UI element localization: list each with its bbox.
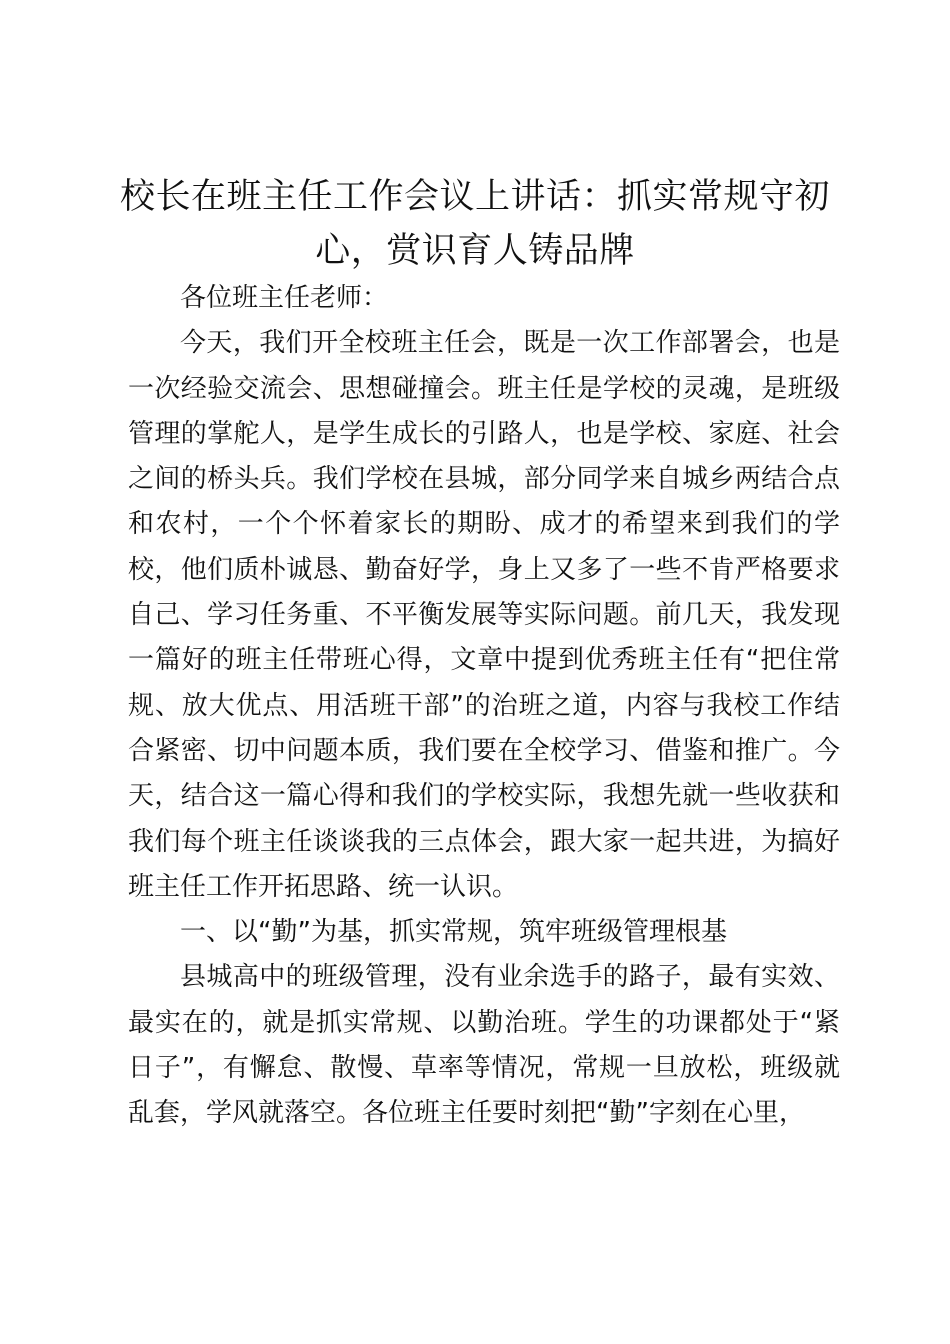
intro-paragraph: 今天，我们开全校班主任会，既是一次工作部署会，也是一次经验交流会、思想碰撞会。班主任是学校的灵魂，是班级管理的掌舵人，是学生成长的引路人，也是学校、家庭、社会之间的桥头兵。我们学校在县城，部分同学来自城乡两结合点和农村，一个个怀着家长的期盼、成才的希望来到我们的学校，他们质朴诚恳、勤奋好学，身上又多了一些不肯严格要求自己、学习任务重、不平衡发展等实际问题。前几天，我发现一篇好的班主任带班心得，文章中提到优秀班主任有“把住常规、放大优点、用活班干部”的治班之道，内容与我校工作结合紧密、切中问题本质，我们要在全校学习、借鉴和推广。今天，结合这一篇心得和我们的学校实际，我想先就一些收获和我们每个班主任谈谈我的三点体会，跟大家一起共进，为搞好班主任工作开拓思路、统一认识。 xyxy=(128,328,840,902)
document-title: 校长在班主任工作会议上讲话：抓实常规守初心，赏识育人铸品牌 xyxy=(119,177,830,271)
document-body xyxy=(128,276,840,1137)
section-heading: 一、以“勤”为基，抓实常规，筑牢班级管理根基 xyxy=(180,917,727,948)
salutation: 各位班主任老师： xyxy=(180,283,389,313)
section-paragraph: 县城高中的班级管理，没有业余选手的路子，最有实效、最实在的，就是抓实常规、以勤治班。学生的功课都处于“紧日子”，有懈怠、散慢、草率等情况，常规一旦放松，班级就乱套，学风就落空。各位班主任要时刻把“勤”字刻在心里， xyxy=(128,962,840,1129)
